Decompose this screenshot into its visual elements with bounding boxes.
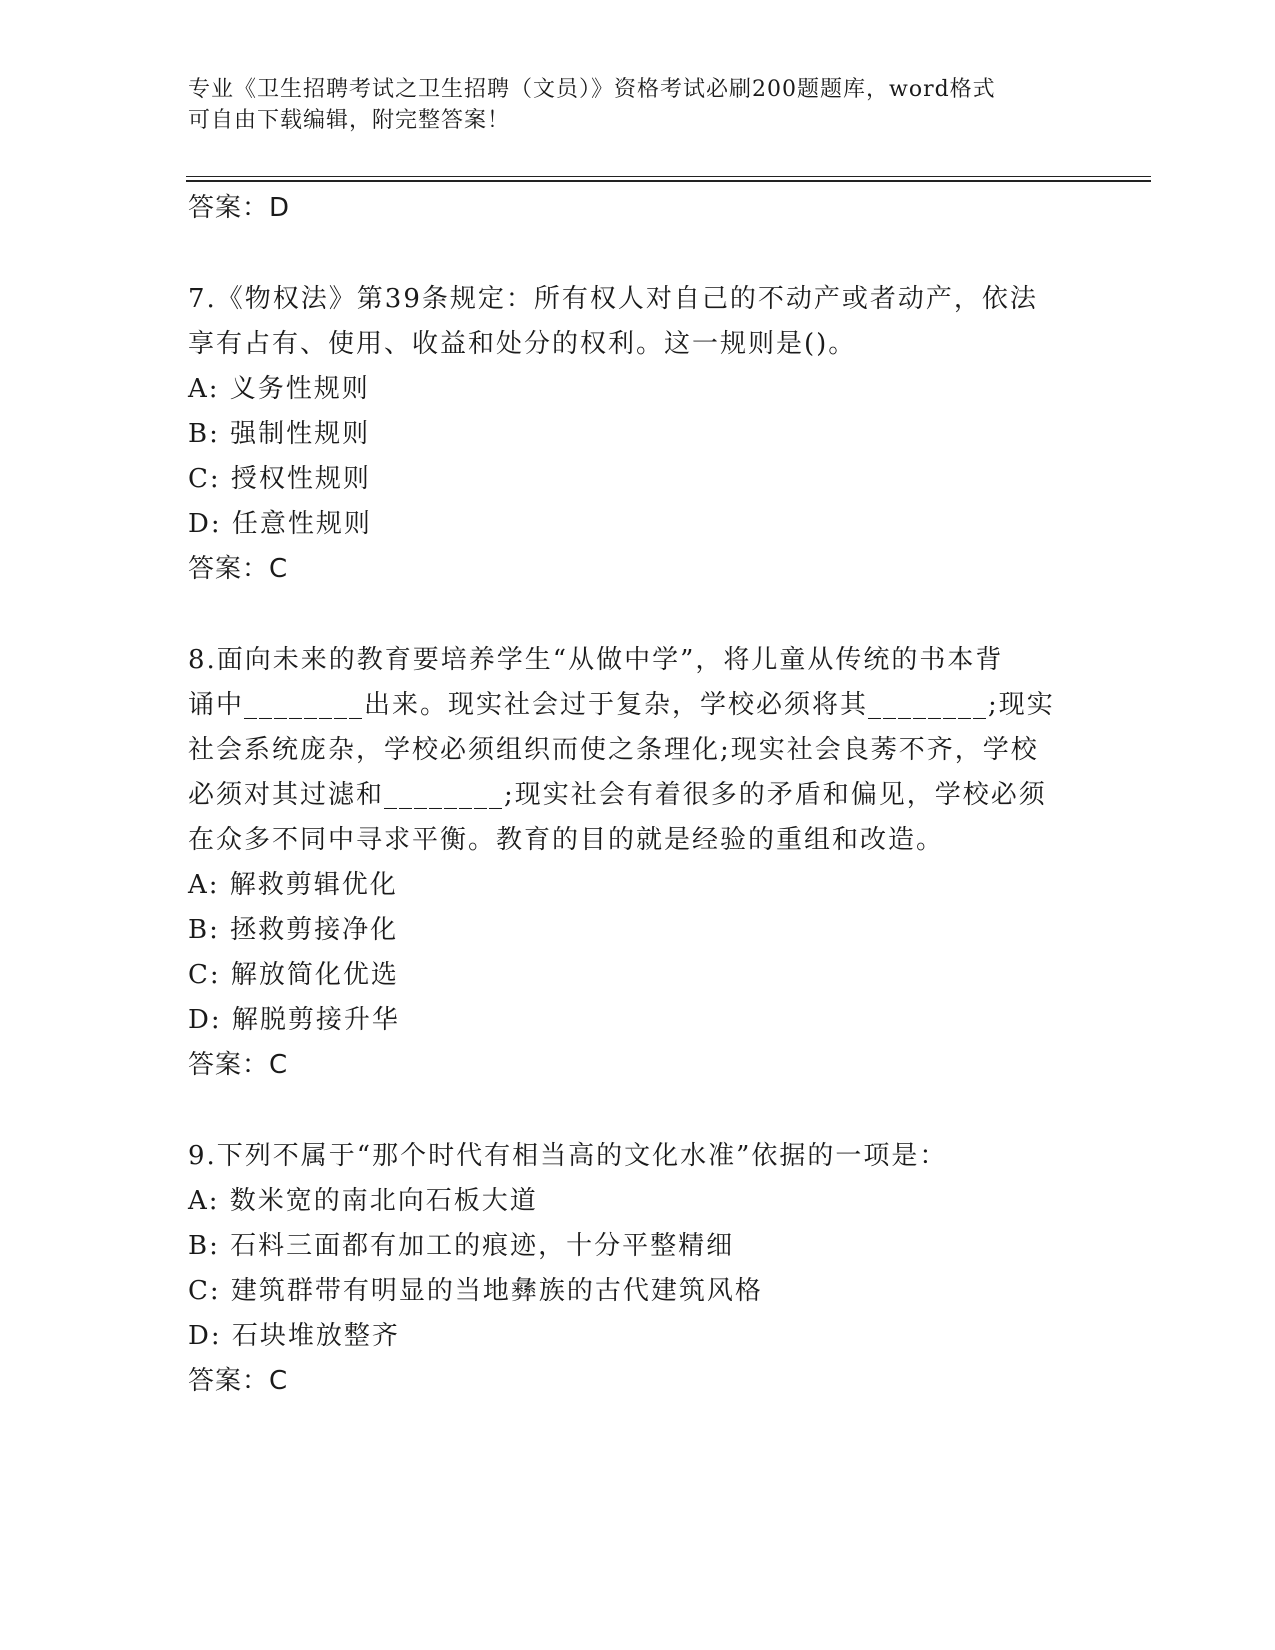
spacer	[188, 1088, 1088, 1134]
question-8-text-line-2: 诵中________出来。现实社会过于复杂，学校必须将其________;现实	[188, 690, 1055, 720]
header-divider-thick	[186, 180, 1151, 182]
question-block-8	[188, 638, 1088, 1088]
answer-previous: 答案：D	[188, 193, 291, 223]
question-8-text-line-4: 必须对其过滤和________;现实社会有着很多的矛盾和偏见，学校必须	[188, 780, 1047, 810]
question-block-7	[188, 277, 1088, 592]
header-line-2: 可自由下载编辑，附完整答案！	[188, 108, 511, 133]
question-7-text-line-2: 享有占有、使用、收益和处分的权利。这一规则是()。	[188, 329, 857, 359]
header-divider-thin	[186, 176, 1151, 177]
spacer	[188, 231, 1088, 277]
question-8-option-c: C: 解放简化优选	[188, 960, 399, 990]
question-8-option-d: D: 解脱剪接升华	[188, 1005, 400, 1035]
question-9-answer: 答案：C	[188, 1366, 289, 1396]
question-7-answer: 答案：C	[188, 554, 289, 584]
question-list	[188, 186, 1088, 1404]
question-8-option-b: B: 拯救剪接净化	[188, 915, 399, 945]
document-header	[188, 74, 1068, 136]
question-9-text-line-1: 9.下列不属于“那个时代有相当高的文化水准”依据的一项是：	[188, 1141, 948, 1171]
question-8-text-line-1: 8.面向未来的教育要培养学生“从做中学”，将儿童从传统的书本背	[188, 645, 1004, 675]
question-9-option-a: A: 数米宽的南北向石板大道	[188, 1186, 538, 1216]
question-9-option-b: B: 石料三面都有加工的痕迹，十分平整精细	[188, 1231, 735, 1261]
question-block-9	[188, 1134, 1088, 1404]
question-7-option-d: D: 任意性规则	[188, 509, 372, 539]
question-7-option-b: B: 强制性规则	[188, 419, 371, 449]
question-7-option-c: C: 授权性规则	[188, 464, 371, 494]
spacer	[188, 592, 1088, 638]
question-8-text-line-5: 在众多不同中寻求平衡。教育的目的就是经验的重组和改造。	[188, 825, 945, 855]
question-9-option-c: C: 建筑群带有明显的当地彝族的古代建筑风格	[188, 1276, 763, 1306]
question-7-text-line-1: 7.《物权法》第39条规定：所有权人对自己的不动产或者动产，依法	[188, 284, 1038, 314]
header-line-1: 专业《卫生招聘考试之卫生招聘（文员）》资格考试必刷200题题库，word格式	[188, 77, 996, 102]
question-8-text-line-3: 社会系统庞杂，学校必须组织而使之条理化;现实社会良莠不齐，学校	[188, 735, 1039, 765]
question-7-option-a: A: 义务性规则	[188, 374, 370, 404]
question-8-answer: 答案：C	[188, 1050, 289, 1080]
question-8-option-a: A: 解救剪辑优化	[188, 870, 398, 900]
question-9-option-d: D: 石块堆放整齐	[188, 1321, 400, 1351]
